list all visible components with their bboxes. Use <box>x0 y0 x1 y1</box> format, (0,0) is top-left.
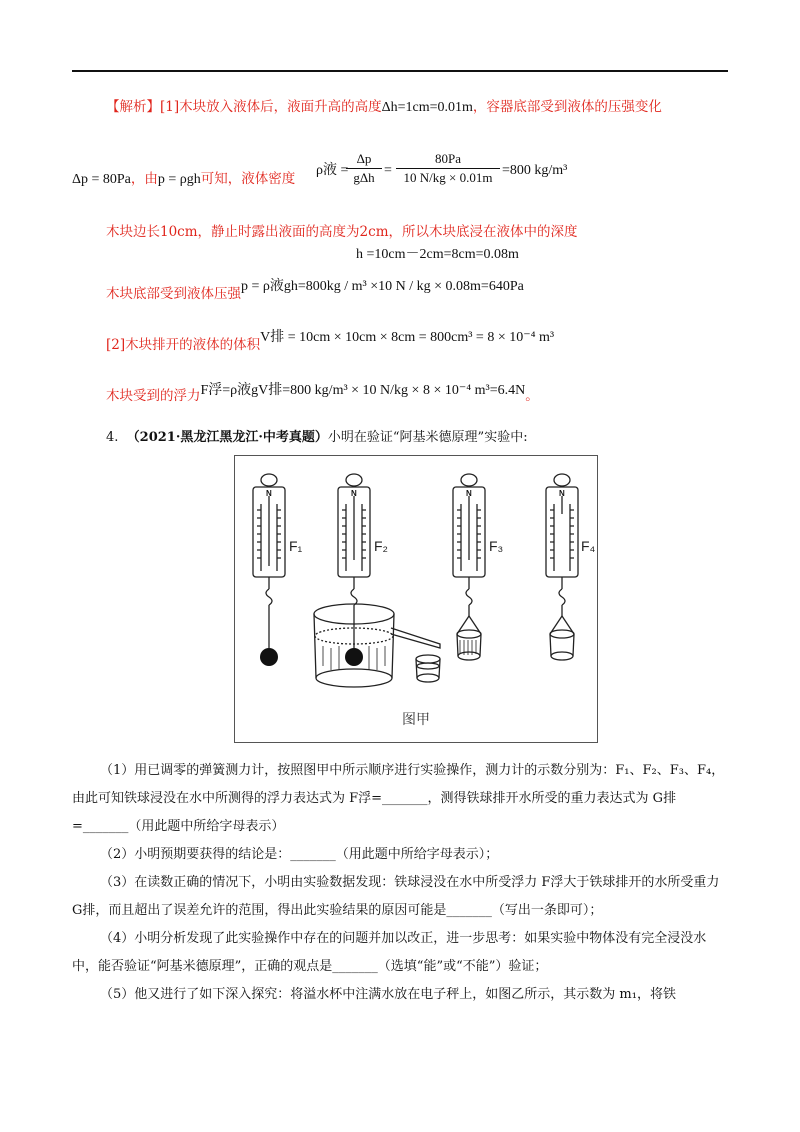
fraction-2: 80Pa 10 N/kg × 0.01m <box>396 150 500 187</box>
analysis-line-6: [2]木块排开的液体的体积V排 = 10cm × 10cm × 8cm = 800cm³ = 8 × 10⁻⁴ m³ <box>106 330 555 353</box>
spring-scale-4 <box>546 474 578 660</box>
analysis-tag: 【解析】 <box>106 99 160 115</box>
spring-scale-diagram <box>235 456 597 742</box>
question-part-5: （5）他又进行了如下深入探究：将溢水杯中注满水放在电子秤上，如图乙所示，其示数为 m₁，将铁 <box>100 987 676 1002</box>
svg-text:N: N <box>266 489 272 498</box>
spring-scale-1 <box>253 474 285 648</box>
iron-ball-1 <box>260 648 278 666</box>
question-part-2: （2）小明预期要获得的结论是：_______（用此题中所给字母表示）； <box>100 847 499 862</box>
question-part-1: （1）用已调零的弹簧测力计，按照图甲中所示顺序进行实验操作，测力计的示数分别为：F₁、F₂、F₃、F₄，由此可知铁球浸没在水中所测得的浮力表达式为 F浮=_______，测得铁球排开水所受的重力表达式为 G排=_______（用此题中所给字母表示） <box>72 763 725 834</box>
fraction-1: Δp gΔh <box>346 150 382 187</box>
label-f3: F₃ <box>489 538 504 554</box>
analysis-line-3: 木块边长10cm，静止时露出液面的高度为2cm，所以木块底浸在液体中的深度 <box>106 224 578 240</box>
question-header: 4. （2021·黑龙江黑龙江·中考真题）小明在验证“阿基米德原理”实验中: <box>106 430 528 445</box>
spring-scale-3 <box>453 474 485 660</box>
svg-text:N: N <box>559 489 565 498</box>
header-rule <box>72 70 728 72</box>
density-formula: ρ液 = <box>316 163 349 178</box>
question-part-3: （3）在读数正确的情况下，小明由实验数据发现：铁球浸没在水中所受浮力 F浮大于铁球排开的水所受重力 G排，而且超出了误差允许的范围，得出此实验结果的原因可能是_______（写出一条即可）； <box>72 875 720 918</box>
analysis-line-5: 木块底部受到液体压强p = ρ液gh=800kg / m³ ×10 N / kg × 0.08m=640Pa <box>106 279 524 302</box>
iron-ball-2 <box>345 648 363 666</box>
small-beaker <box>416 655 440 682</box>
svg-text:N: N <box>466 489 472 498</box>
analysis-line-1: 【解析】[1]木块放入液体后，液面升高的高度Δh=1cm=0.01m，容器底部受到液体的压强变化 <box>106 99 662 115</box>
analysis-line-2: Δp = 80Pa，由p = ρgh可知，液体密度 <box>72 171 296 187</box>
label-f1: F₁ <box>289 538 303 554</box>
label-f2: F₂ <box>374 538 388 554</box>
density-result: =800 kg/m³ <box>502 163 568 178</box>
analysis-line-7: 木块受到的浮力F浮=ρ液gV排=800 kg/m³ × 10 N/kg × 8 × 10⁻⁴ m³=6.4N。 <box>106 383 539 404</box>
svg-text:N: N <box>351 489 357 498</box>
figure-jia <box>234 455 598 743</box>
label-f4: F₄ <box>581 538 596 554</box>
figure-caption: 图甲 <box>402 712 430 728</box>
question-part-4: （4）小明分析发现了此实验操作中存在的问题并加以改正，进一步思考：如果实验中物体没有完全浸没水中，能否验证“阿基米德原理”，正确的观点是_______（选填“能”或“不能”）验证； <box>72 931 707 974</box>
spring-scale-2 <box>338 474 370 648</box>
analysis-line-4: h =10cm－2cm=8cm=0.08m <box>356 247 519 262</box>
